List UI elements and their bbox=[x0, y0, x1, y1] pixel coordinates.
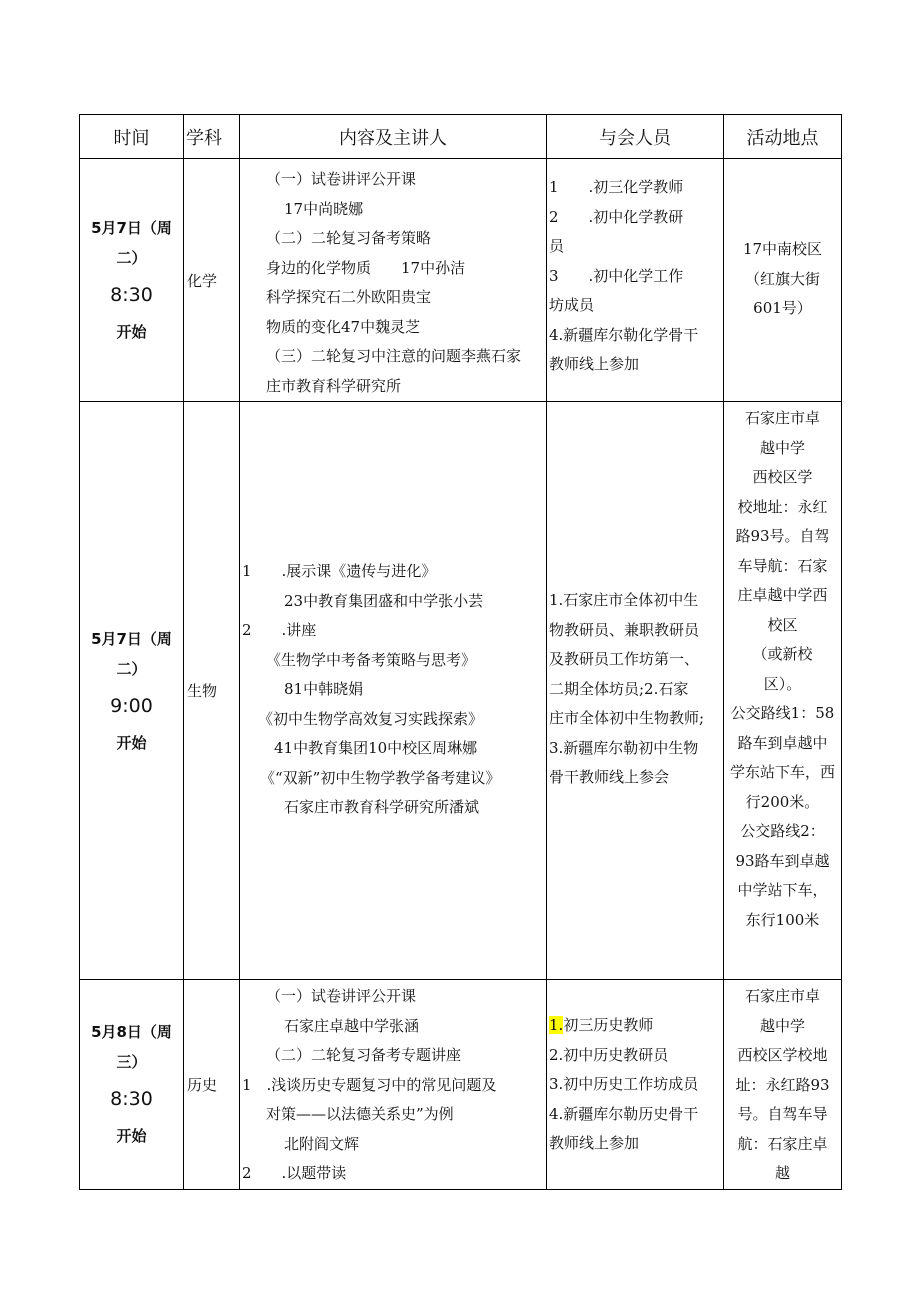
table-row bbox=[80, 159, 842, 402]
content-line: 2 .以题带读 bbox=[242, 1164, 347, 1182]
content-line: 1 .浅谈历史专题复习中的常见问题及 bbox=[242, 1075, 497, 1094]
attendee-line: 物教研员、兼职教研员 bbox=[549, 620, 700, 639]
attendee-line: 2.初中历史教研员 bbox=[549, 1045, 669, 1064]
location-line: （红旗大街 bbox=[744, 269, 820, 288]
location-line: 公交路线1：58 bbox=[730, 704, 835, 722]
content-line: （三）二轮复习中注意的问题李燕石家 bbox=[266, 347, 522, 365]
header-subject: 学科 bbox=[184, 115, 240, 159]
location-line: 越中学 bbox=[759, 438, 805, 457]
header-content: 内容及主讲人 bbox=[240, 115, 547, 159]
attendees-cell bbox=[547, 980, 724, 1190]
content-line: （二）二轮复习备考专题讲座 bbox=[266, 1046, 462, 1064]
location-line: 航：石家庄卓 bbox=[737, 1134, 828, 1153]
attendee-line: 教师线上参加 bbox=[549, 355, 640, 373]
attendee-line: 骨干教师线上参会 bbox=[549, 768, 670, 786]
time-start: 开始 bbox=[116, 323, 147, 341]
content-line: 23中教育集团盛和中学张小芸 bbox=[284, 591, 484, 610]
location-line: 路93号。自驾 bbox=[735, 527, 830, 545]
location-line: 石家庄市卓 bbox=[744, 987, 820, 1005]
location-line: 西校区学校地 bbox=[737, 1046, 828, 1064]
location-line: 西校区学 bbox=[752, 468, 813, 486]
attendee-line: 1 .初三化学教师 bbox=[549, 178, 684, 196]
attendee-line: 教师线上参加 bbox=[549, 1134, 640, 1152]
content-line: （二）二轮复习备考策略 bbox=[266, 229, 432, 247]
location-line: 东行100米 bbox=[745, 910, 820, 929]
location-line: 庄卓越中学西 bbox=[737, 586, 828, 604]
time-date: 5月8日（周 bbox=[91, 1023, 172, 1042]
content-line: 石家庄市教育科学研究所潘斌 bbox=[284, 798, 480, 816]
time-cell bbox=[80, 980, 184, 1190]
attendee-line: 3.新疆库尔勒初中生物 bbox=[549, 738, 699, 757]
content-line: 41中教育集团10中校区周琳娜 bbox=[274, 739, 478, 757]
location-line: 路车到卓越中 bbox=[737, 733, 828, 752]
content-line: 17中尚晓娜 bbox=[284, 199, 364, 218]
time-clock: 9:00 bbox=[110, 694, 153, 717]
time-cell bbox=[80, 159, 184, 402]
time-start: 开始 bbox=[116, 733, 147, 752]
attendee-line: 员 bbox=[549, 237, 565, 255]
attendee-line: 1.石家庄市全体初中生 bbox=[549, 591, 699, 609]
attendee-line: 3 .初中化学工作 bbox=[549, 266, 684, 285]
location-line: 行200米。 bbox=[745, 792, 820, 811]
subject-cell: 化学 bbox=[184, 159, 240, 402]
header-time: 时间 bbox=[80, 115, 184, 159]
time-start: 开始 bbox=[116, 1127, 147, 1146]
location-line: 17中南校区 bbox=[742, 240, 823, 258]
content-line: 庄市教育科学研究所 bbox=[266, 376, 402, 395]
header-location: 活动地点 bbox=[724, 115, 842, 159]
time-date: 5月7日（周 bbox=[91, 629, 172, 648]
attendees-cell bbox=[547, 402, 724, 980]
location-line: 公交路线2： bbox=[740, 822, 825, 840]
attendee-line: 坊成员 bbox=[549, 296, 595, 314]
content-line: 《生物学中考备考策略与思考》 bbox=[266, 650, 477, 669]
content-cell bbox=[240, 980, 547, 1190]
location-line: 学东站下车，西 bbox=[729, 763, 835, 781]
content-line: 《初中生物学高效复习实践探索》 bbox=[258, 709, 484, 728]
location-line: 号。自驾车导 bbox=[737, 1105, 828, 1123]
content-line: 身边的化学物质 17中孙洁 bbox=[266, 258, 466, 277]
content-line: 石家庄卓越中学张涵 bbox=[284, 1016, 420, 1035]
content-cell bbox=[240, 159, 547, 402]
schedule-table bbox=[79, 114, 842, 1190]
location-line: 车导航：石家 bbox=[737, 556, 828, 575]
location-cell bbox=[724, 159, 842, 402]
table-row bbox=[80, 402, 842, 980]
content-line: 对策——以法德关系史”为例 bbox=[266, 1105, 454, 1123]
content-line: （一）试卷讲评公开课 bbox=[266, 170, 417, 188]
location-line: 中学站下车， bbox=[737, 881, 828, 899]
content-line: 物质的变化47中魏灵芝 bbox=[266, 317, 421, 336]
header-attendees: 与会人员 bbox=[547, 115, 724, 159]
time-weekday: 三） bbox=[116, 1053, 147, 1072]
location-line: （或新校 bbox=[752, 645, 813, 663]
table-row bbox=[80, 980, 842, 1190]
location-line: 校区 bbox=[767, 615, 798, 634]
attendee-line: 庄市全体初中生物教师; bbox=[549, 709, 705, 727]
content-line: 科学探究石二外欧阳贵宝 bbox=[266, 288, 432, 306]
location-cell bbox=[724, 980, 842, 1190]
location-line: 校地址：永红 bbox=[737, 497, 828, 516]
location-line: 越中学 bbox=[759, 1016, 805, 1035]
attendee-line: 3.初中历史工作坊成员 bbox=[549, 1075, 699, 1093]
time-weekday: 二） bbox=[116, 659, 147, 678]
attendee-line bbox=[549, 1011, 723, 1041]
content-line: 1 .展示课《遗传与进化》 bbox=[242, 562, 437, 580]
time-cell bbox=[80, 402, 184, 980]
content-line: 2 .讲座 bbox=[242, 621, 317, 639]
content-line: （一）试卷讲评公开课 bbox=[266, 987, 417, 1005]
content-line: 北附阎文辉 bbox=[284, 1134, 360, 1153]
attendee-line: 2 .初中化学教研 bbox=[549, 207, 684, 226]
location-cell bbox=[724, 402, 842, 980]
location-line: 址：永红路93 bbox=[735, 1075, 830, 1094]
location-line: 93路车到卓越 bbox=[735, 851, 830, 870]
content-cell bbox=[240, 402, 547, 980]
location-line: 石家庄市卓 bbox=[744, 409, 820, 427]
attendee-line: 4.新疆库尔勒历史骨干 bbox=[549, 1104, 699, 1123]
location-line: 区）。 bbox=[763, 674, 802, 693]
subject-cell: 历史 bbox=[184, 980, 240, 1190]
time-clock: 8:30 bbox=[110, 284, 153, 306]
location-line: 601号） bbox=[753, 299, 812, 317]
header-row bbox=[80, 115, 842, 159]
attendee-line: 二期全体坊员;2.石家 bbox=[549, 679, 689, 698]
subject-cell: 生物 bbox=[184, 402, 240, 980]
content-line: 《“双新”初中生物学教学备考建议》 bbox=[260, 768, 501, 787]
attendees-cell bbox=[547, 159, 724, 402]
attendee-line: 及教研员工作坊第一、 bbox=[549, 650, 700, 668]
highlight-mark: 1. bbox=[549, 1016, 564, 1034]
content-line: 81中韩晓娟 bbox=[284, 680, 364, 698]
time-clock: 8:30 bbox=[110, 1088, 153, 1111]
attendee-text: 初三历史教师 bbox=[563, 1016, 654, 1034]
time-weekday: 二） bbox=[116, 249, 147, 267]
attendee-line: 4.新疆库尔勒化学骨干 bbox=[549, 325, 699, 344]
time-date: 5月7日（周 bbox=[91, 219, 172, 237]
location-line: 越 bbox=[774, 1164, 790, 1182]
